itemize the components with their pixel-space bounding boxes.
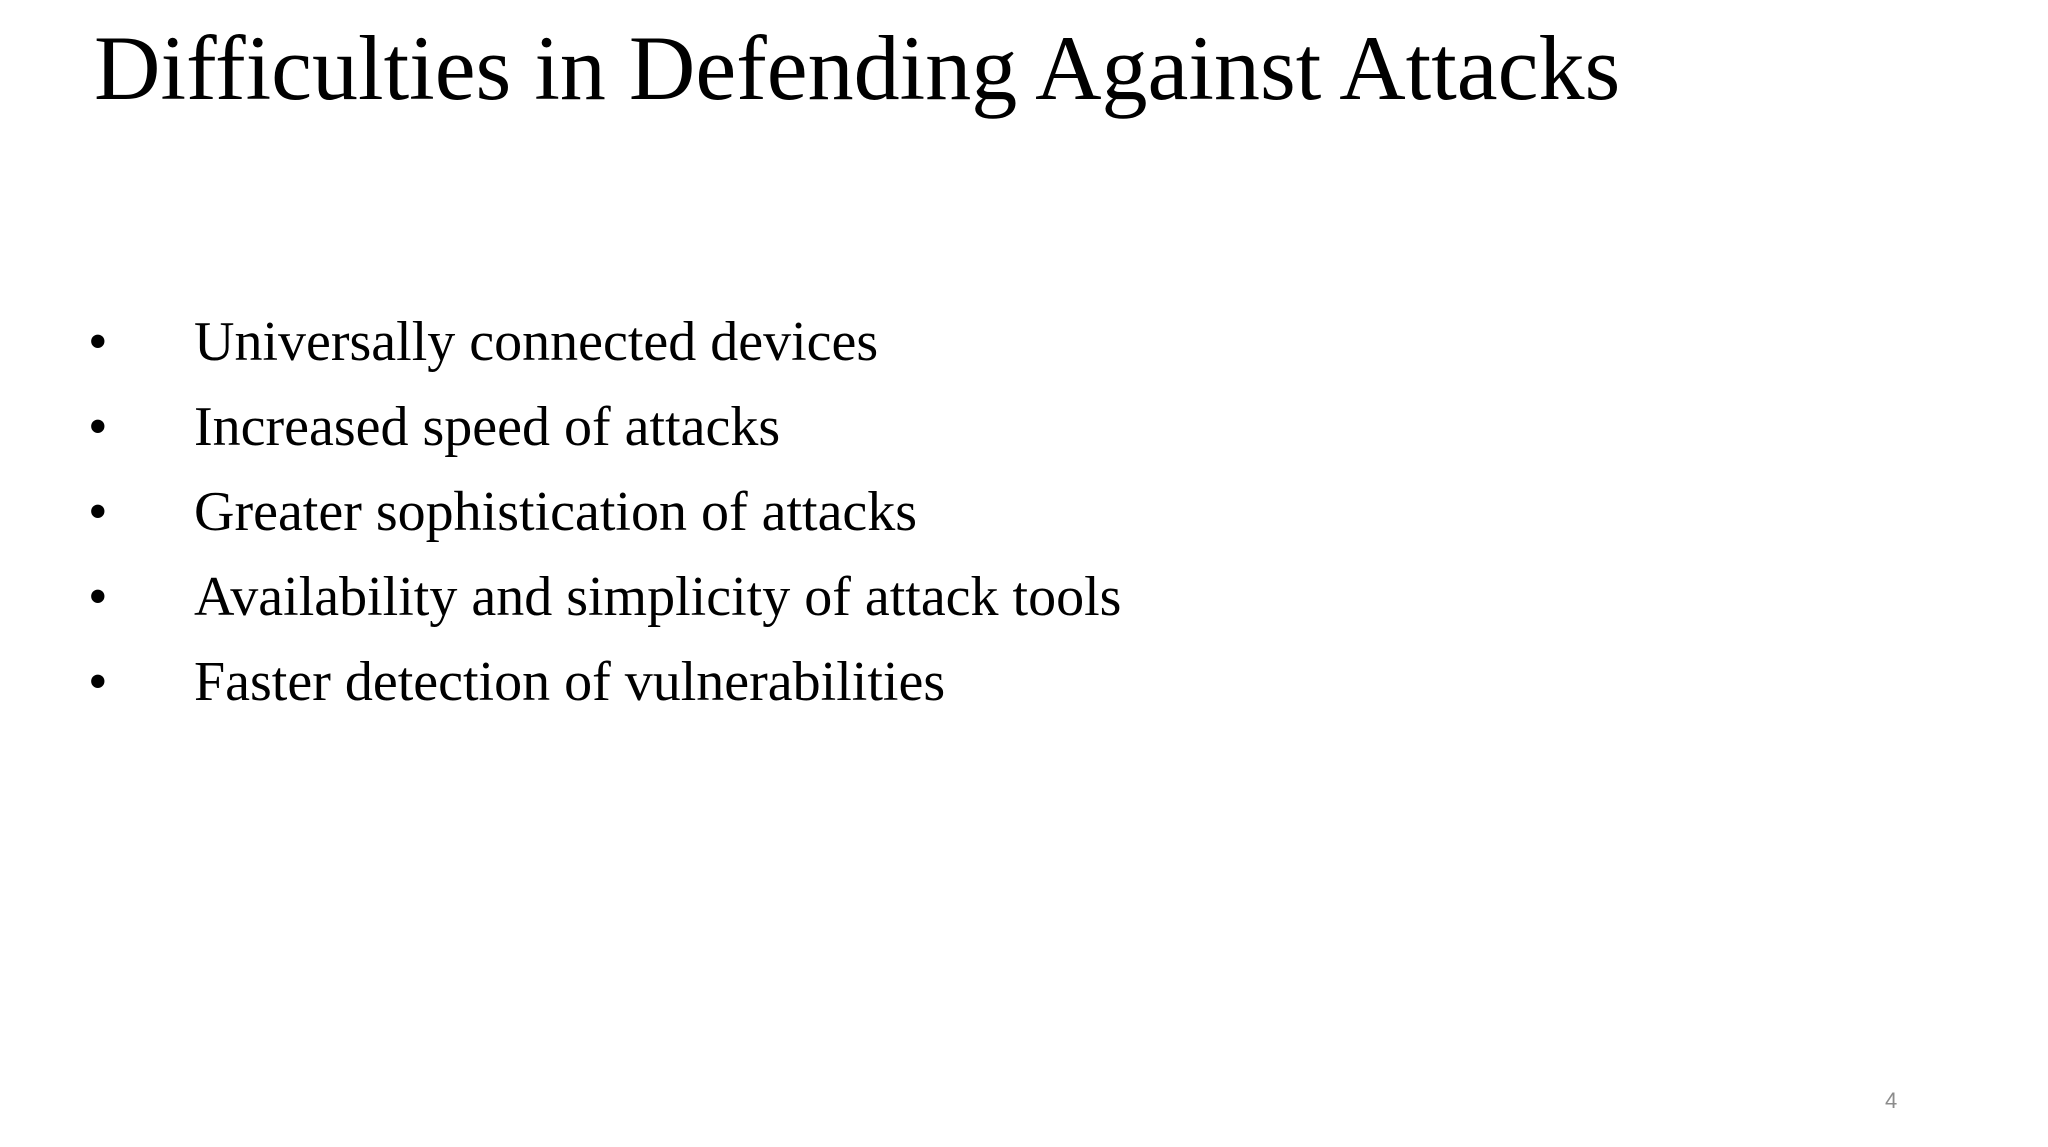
- bullet-text: Universally connected devices: [194, 311, 879, 373]
- bullet-item: [88, 300, 1121, 385]
- bullet-item: [88, 385, 1121, 470]
- bullet-marker: •: [88, 566, 108, 628]
- bullet-list: [88, 300, 1121, 725]
- slide-title: Difficulties in Defending Against Attacks: [94, 17, 1621, 119]
- bullet-text: Increased speed of attacks: [194, 396, 781, 458]
- bullet-item: [88, 470, 1121, 555]
- page-number: 4: [1885, 1088, 1898, 1113]
- bullet-item: [88, 555, 1121, 640]
- bullet-marker: •: [88, 311, 108, 373]
- bullet-text: Faster detection of vulnerabilities: [194, 651, 946, 713]
- bullet-marker: •: [88, 481, 108, 543]
- bullet-item: [88, 640, 1121, 725]
- bullet-marker: •: [88, 396, 108, 458]
- bullet-text: Availability and simplicity of attack tools: [194, 566, 1122, 628]
- bullet-text: Greater sophistication of attacks: [194, 481, 918, 543]
- bullet-marker: •: [88, 651, 108, 713]
